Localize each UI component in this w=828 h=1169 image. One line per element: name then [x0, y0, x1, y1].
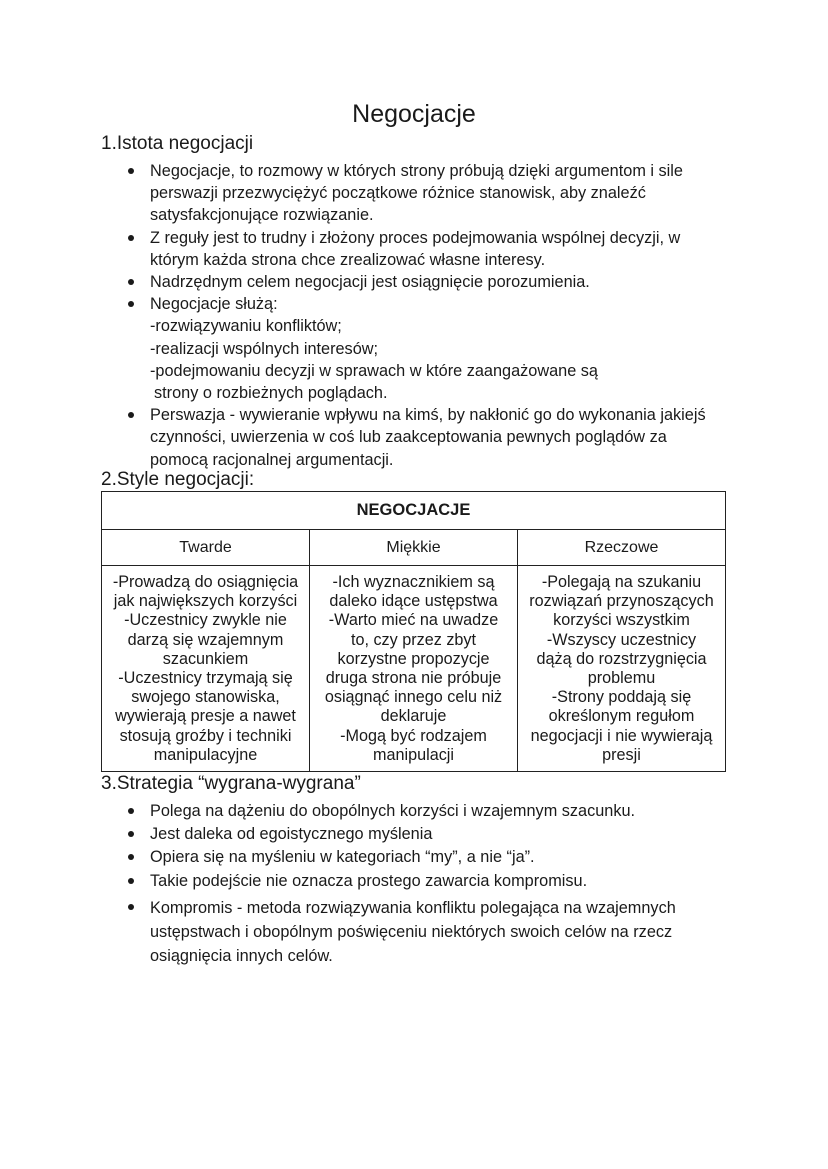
list-item: Kompromis - metoda rozwiązywania konfliktu polegająca na wzajemnych ustępstwach i obopólnym poświęceniu niektórych swoich celów na rzecz osiągnięcia innych celów.: [150, 896, 710, 968]
document-title: Negocjacje: [352, 100, 476, 128]
section-heading-essence: 1.Istota negocjacji: [101, 133, 254, 154]
table-cell-hard: -Prowadzą do osiągnięcia jak największych korzyści -Uczestnicy zwykle nie darzą się wzajemnym szacunkiem -Uczestnicy trzymają się swojego stanowiska, wywierają presje a nawet stosują groźby i techniki manipulacyjne: [102, 566, 310, 772]
column-header-hard: Twarde: [102, 530, 310, 566]
serves-item: strony o rozbieżnych poglądach.: [154, 384, 388, 403]
section-heading-strategy: 3.Strategia “wygrana-wygrana”: [101, 773, 361, 794]
strategy-list: [150, 800, 710, 969]
list-item: Negocjacje, to rozmowy w których strony próbują dzięki argumentom i sile perswazji przezwyciężyć początkowe różnice stanowisk, aby znaleźć satysfakcjonujące rozwiązanie.: [150, 160, 710, 227]
list-item: Takie podejście nie oznacza prostego zawarcia kompromisu.: [150, 870, 710, 892]
serves-item: -rozwiązywaniu konfliktów;: [150, 317, 342, 336]
section-heading-styles: 2.Style negocjacji:: [101, 469, 255, 490]
list-item: Opiera się na myśleniu w kategoriach “my”, a nie “ja”.: [150, 846, 710, 868]
essence-list: [150, 160, 710, 471]
list-item: Nadrzędnym celem negocjacji jest osiągnięcie porozumienia.: [150, 271, 710, 293]
list-item-serves: [150, 293, 710, 404]
table-title: NEGOCJACJE: [102, 492, 726, 530]
column-header-soft: Miękkie: [310, 530, 518, 566]
serves-item: -realizacji wspólnych interesów;: [150, 339, 379, 358]
table-cell-soft: -Ich wyznacznikiem są daleko idące ustępstwa -Warto mieć na uwadze to, czy przez zbyt korzystne propozycje druga strona nie próbuje osiągnąć innego celu niż deklaruje -Mogą być rodzajem manipulacji: [310, 566, 518, 772]
serves-item: -podejmowaniu decyzji w sprawach w które zaangażowane są: [150, 361, 598, 380]
list-item: Perswazja - wywieranie wpływu na kimś, by nakłonić go do wykonania jakiejś czynności, uwierzenia w coś lub zaakceptowania pewnych poglądów za pomocą racjonalnej argumentacji.: [150, 404, 710, 471]
serves-label: Negocjacje służą:: [150, 295, 278, 314]
column-header-principled: Rzeczowe: [518, 530, 726, 566]
negotiation-styles-table: [101, 491, 726, 772]
list-item: Jest daleka od egoistycznego myślenia: [150, 823, 710, 845]
table-cell-principled: -Polegają na szukaniu rozwiązań przynoszących korzyści wszystkim -Wszyscy uczestnicy dążą do rozstrzygnięcia problemu -Strony poddają się określonym regułom negocjacji i nie wywierają presji: [518, 566, 726, 772]
list-item: Z reguły jest to trudny i złożony proces podejmowania wspólnej decyzji, w którym każda strona chce zrealizować własne interesy.: [150, 227, 710, 271]
list-item: Polega na dążeniu do obopólnych korzyści i wzajemnym szacunku.: [150, 800, 710, 822]
